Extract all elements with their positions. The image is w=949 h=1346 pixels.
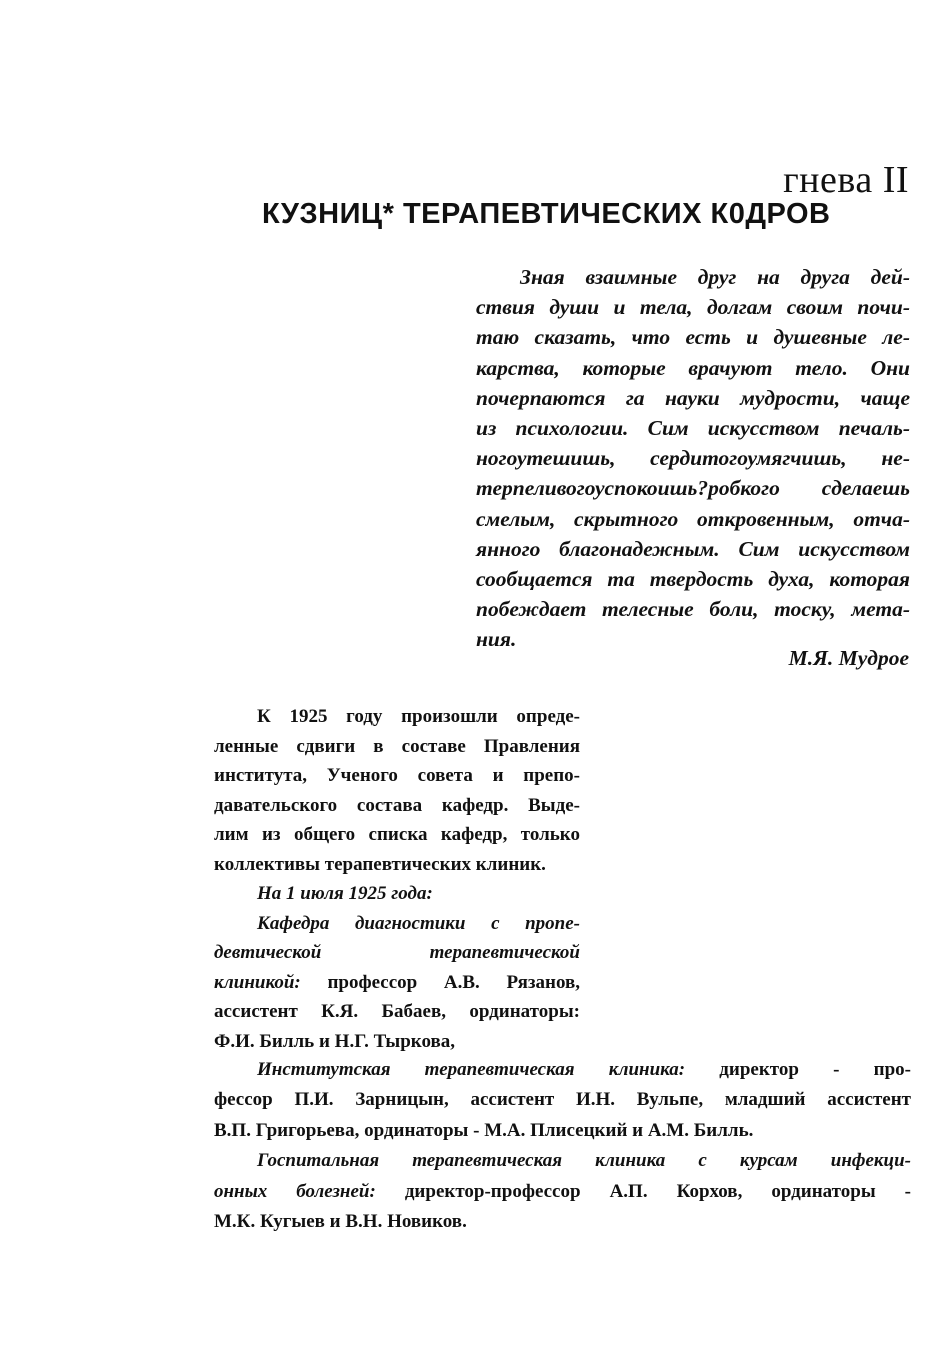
epigraph-line: ния.	[476, 627, 517, 652]
paragraph-line: ленные сдвиги в составе Правления	[214, 735, 580, 757]
epigraph-line: карства, которые врачуют тело. Они	[476, 355, 910, 380]
department-name: клиникой:	[214, 971, 301, 993]
paragraph-line	[214, 968, 580, 998]
paragraph-line: института, Ученого совета и препо-	[214, 765, 580, 786]
staff-text: директор - про-	[685, 1059, 911, 1080]
paragraph-line: лим из общего списка кафедр, только	[214, 824, 580, 845]
body-column-wide	[214, 1055, 911, 1237]
paragraph-line: ассистент К.Я. Бабаев, ординаторы:	[214, 1001, 580, 1022]
department-name: онных болезней:	[214, 1180, 376, 1202]
department-name: Институтская терапевтическая клиника:	[257, 1059, 686, 1080]
epigraph	[476, 262, 910, 655]
paragraph-line	[214, 1177, 911, 1207]
paragraph-line: Кафедра диагностики с пропе-	[257, 912, 580, 934]
paragraph-line: К 1925 году произошли опреде-	[257, 706, 580, 727]
paragraph-line: коллективы терапевтических клиник.	[214, 853, 546, 875]
epigraph-line: таю сказать, что есть и душевные ле-	[476, 325, 910, 350]
paragraph-line: Ф.И. Билль и Н.Г. Тыркова,	[214, 1030, 456, 1052]
epigraph-line: побеждает телесные боли, тоску, мета-	[476, 597, 910, 622]
chapter-label: гнева II	[783, 159, 909, 201]
epigraph-line: Зная взаимные друг на друга дей-	[520, 265, 910, 289]
epigraph-line: терпеливогоуспокоишь?робкого сделаешь	[476, 476, 910, 501]
epigraph-line: янного благонадежным. Сим искусством	[476, 536, 910, 561]
paragraph-line: фессор П.И. Зарницын, ассистент И.Н. Вульпе, младший ассистент	[214, 1089, 911, 1111]
epigraph-line: ствия души и тела, долгам своим почи-	[476, 295, 910, 320]
paragraph-line: Госпитальная терапевтическая клиника с курсам инфекци-	[257, 1150, 911, 1172]
epigraph-line: почерпаются га науки мудрости, чаще	[476, 385, 910, 410]
epigraph-line: ногоутешишь, сердитогоумягчишь, не-	[476, 446, 910, 471]
paragraph-line: девтической терапевтической	[214, 942, 580, 963]
paragraph-line: М.К. Кугыев и В.Н. Новиков.	[214, 1211, 467, 1233]
epigraph-line: сообщается та твердость духа, которая	[476, 567, 910, 592]
staff-text: профессор А.В. Рязанов,	[300, 971, 580, 993]
date-line: На 1 июля 1925 года:	[257, 883, 433, 904]
epigraph-line: из психологии. Сим искусством печаль-	[476, 416, 910, 441]
paragraph-line	[214, 1055, 911, 1085]
staff-text: директор-профессор А.П. Корхов, ординаторы -	[375, 1180, 912, 1202]
body-column-narrow	[214, 702, 580, 1056]
epigraph-line: смелым, скрытного откровенным, отча-	[476, 506, 910, 531]
epigraph-author: М.Я. Мудрое	[788, 646, 909, 670]
paragraph-line: давательского состава кафедр. Выде-	[214, 794, 580, 816]
chapter-title: КУЗНИЦ* ТЕРАПЕВТИЧЕСКИХ К0ДРОВ	[262, 198, 831, 230]
paragraph-line: В.П. Григорьева, ординаторы - М.А. Плисецкий и А.М. Билль.	[214, 1119, 754, 1141]
